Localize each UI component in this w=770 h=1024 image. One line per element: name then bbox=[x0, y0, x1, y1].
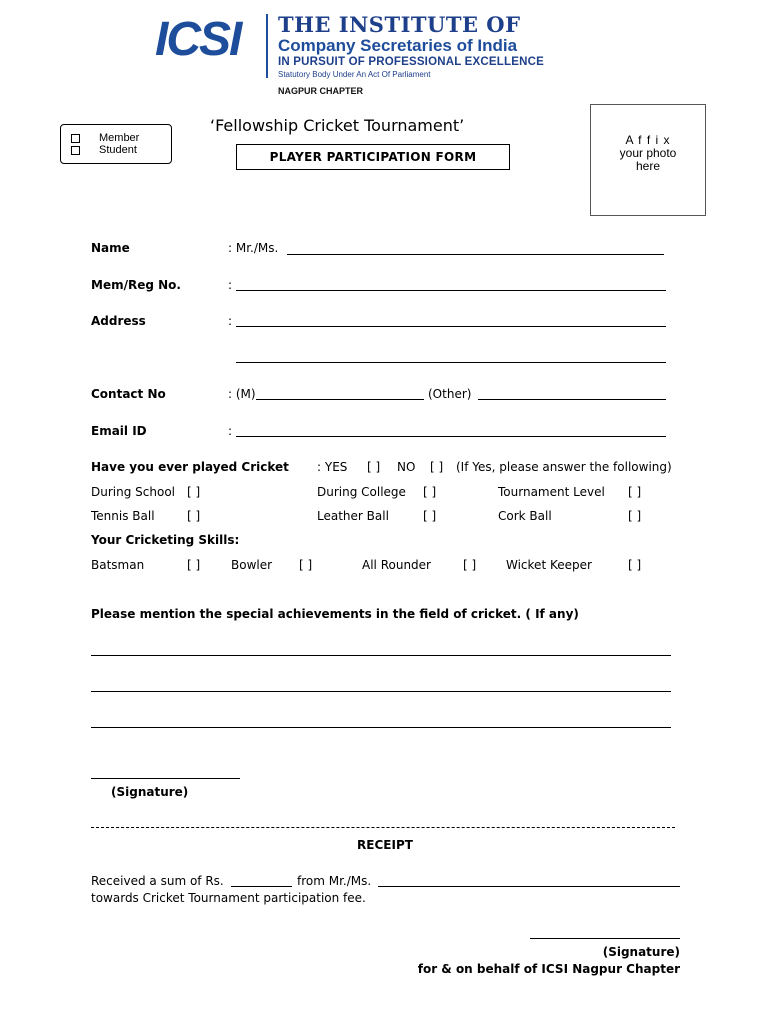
level-tournament-checkbox[interactable]: [ ] bbox=[628, 485, 642, 499]
contact-other-field[interactable] bbox=[478, 399, 666, 400]
student-option[interactable] bbox=[71, 144, 137, 156]
member-option[interactable] bbox=[71, 132, 139, 144]
achievements-field-line3[interactable] bbox=[91, 727, 671, 728]
icsi-logo: ICSI bbox=[155, 13, 241, 66]
achievements-heading: Please mention the special achievements in the field of cricket. ( If any) bbox=[91, 607, 579, 621]
contact-label: Contact No bbox=[91, 387, 166, 401]
skill-wicketkeeper-label: Wicket Keeper bbox=[506, 558, 592, 572]
ball-leather-checkbox[interactable]: [ ] bbox=[423, 509, 437, 523]
photo-text-1: A f f i x bbox=[625, 133, 671, 147]
email-field[interactable] bbox=[236, 436, 666, 437]
level-tournament-label: Tournament Level bbox=[498, 485, 605, 499]
email-label: Email ID bbox=[91, 424, 147, 438]
name-prefix: : Mr./Ms. bbox=[228, 241, 279, 255]
level-school-checkbox[interactable]: [ ] bbox=[187, 485, 201, 499]
contact-mobile-prefix: : (M) bbox=[228, 387, 256, 401]
receipt-heading: RECEIPT bbox=[357, 838, 413, 852]
signature-line[interactable] bbox=[91, 778, 240, 779]
skill-bowler-label: Bowler bbox=[231, 558, 273, 572]
skill-allrounder-checkbox[interactable]: [ ] bbox=[463, 558, 477, 572]
name-label: Name bbox=[91, 241, 130, 255]
receipt-signature-label: (Signature) bbox=[602, 945, 680, 959]
contact-other-prefix: (Other) bbox=[428, 387, 472, 401]
address-field-line1[interactable] bbox=[236, 326, 666, 327]
address-label: Address bbox=[91, 314, 146, 328]
skill-batsman-checkbox[interactable]: [ ] bbox=[187, 558, 201, 572]
photo-text-3: here bbox=[635, 159, 661, 173]
student-option-label: Student bbox=[99, 144, 137, 156]
skill-bowler-checkbox[interactable]: [ ] bbox=[299, 558, 313, 572]
institute-name-line1: THE INSTITUTE OF bbox=[278, 12, 521, 37]
level-school-label: During School bbox=[91, 485, 175, 499]
checkbox-icon[interactable] bbox=[71, 134, 80, 143]
played-cricket-question: Have you ever played Cricket bbox=[91, 460, 289, 474]
ball-tennis-label: Tennis Ball bbox=[91, 509, 155, 523]
receipt-from-text: from Mr./Ms. bbox=[297, 874, 372, 888]
receipt-received-text: Received a sum of Rs. bbox=[91, 874, 224, 888]
address-colon: : bbox=[228, 314, 233, 328]
member-type-box bbox=[60, 124, 172, 164]
no-checkbox[interactable]: [ ] bbox=[430, 460, 444, 474]
form-title: PLAYER PARTICIPATION FORM bbox=[236, 144, 510, 170]
photo-text-2: your photo bbox=[619, 146, 677, 160]
achievements-field-line1[interactable] bbox=[91, 655, 671, 656]
achievements-field-line2[interactable] bbox=[91, 691, 671, 692]
ball-cork-checkbox[interactable]: [ ] bbox=[628, 509, 642, 523]
yes-label: : YES bbox=[317, 460, 348, 474]
photo-box[interactable] bbox=[590, 104, 706, 216]
chapter-name: NAGPUR CHAPTER bbox=[278, 86, 364, 96]
ball-tennis-checkbox[interactable]: [ ] bbox=[187, 509, 201, 523]
statutory-note: Statutory Body Under An Act Of Parliament bbox=[278, 70, 431, 79]
followup-note: (If Yes, please answer the following) bbox=[456, 460, 672, 474]
checkbox-icon[interactable] bbox=[71, 146, 80, 155]
memreg-field[interactable] bbox=[236, 290, 666, 291]
ball-cork-label: Cork Ball bbox=[498, 509, 552, 523]
ball-leather-label: Leather Ball bbox=[317, 509, 389, 523]
skill-allrounder-label: All Rounder bbox=[362, 558, 431, 572]
address-field-line2[interactable] bbox=[236, 362, 666, 363]
tournament-title: ‘Fellowship Cricket Tournament’ bbox=[210, 116, 465, 135]
logo-divider bbox=[266, 14, 268, 78]
contact-mobile-field[interactable] bbox=[256, 399, 424, 400]
member-option-label: Member bbox=[99, 132, 140, 144]
skills-heading: Your Cricketing Skills: bbox=[91, 533, 240, 547]
institute-tagline: IN PURSUIT OF PROFESSIONAL EXCELLENCE bbox=[278, 56, 544, 68]
level-college-label: During College bbox=[317, 485, 406, 499]
institute-name-line2: Company Secretaries of India bbox=[278, 36, 518, 55]
signature-label: (Signature) bbox=[111, 785, 189, 799]
receipt-name-field[interactable] bbox=[378, 886, 680, 887]
memreg-colon: : bbox=[228, 278, 233, 292]
email-colon: : bbox=[228, 424, 233, 438]
memreg-label: Mem/Reg No. bbox=[91, 278, 181, 292]
no-label: NO bbox=[397, 460, 416, 474]
name-field[interactable] bbox=[287, 254, 664, 255]
yes-checkbox[interactable]: [ ] bbox=[367, 460, 381, 474]
receipt-on-behalf: for & on behalf of ICSI Nagpur Chapter bbox=[417, 962, 680, 976]
skill-batsman-label: Batsman bbox=[91, 558, 145, 572]
cut-line-divider bbox=[91, 827, 675, 828]
receipt-amount-field[interactable] bbox=[231, 886, 292, 887]
level-college-checkbox[interactable]: [ ] bbox=[423, 485, 437, 499]
receipt-signature-line[interactable] bbox=[530, 938, 680, 939]
receipt-towards-text: towards Cricket Tournament participation fee. bbox=[91, 891, 366, 905]
skill-wicketkeeper-checkbox[interactable]: [ ] bbox=[628, 558, 642, 572]
